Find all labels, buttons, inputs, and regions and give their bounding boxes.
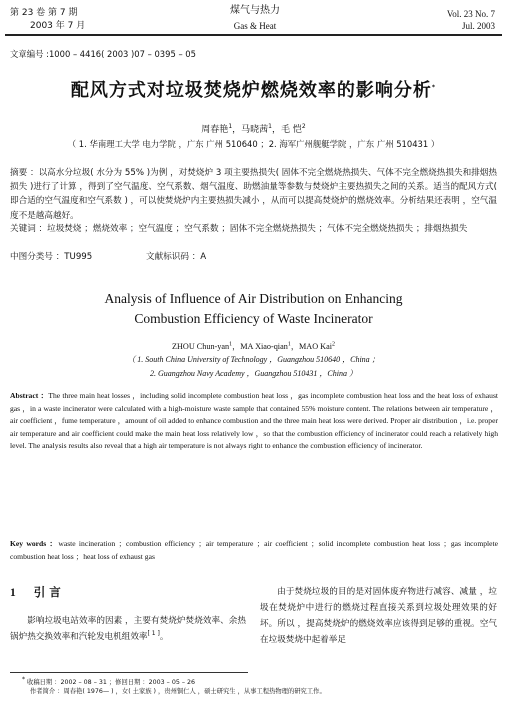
date-en: Jul. 2003 (461, 21, 495, 31)
title-cn: 配风方式对垃圾焚烧炉燃烧效率的影响分析 (70, 80, 432, 101)
affiliation-en-2: 2. Guangzhou Navy Academy ，Guangzhou 510431 ，China ） (150, 369, 357, 378)
keywords-en-text: waste incineration ；combustion efficiency ；air temperature ；air coefficient ；solid incomplete combustion heat loss ；gas incomplete combustion heat loss ；heat loss of exhaust gas (10, 539, 498, 561)
section-title: 引 言 (33, 585, 61, 599)
affiliation-cn: （ 1. 华南理工大学 电力学院 ，广东 广州 510640 ；2. 海军广州舰艇学院 ，广东 广州 510431 ） (67, 139, 440, 149)
author-2-affil-sup: 1 (268, 123, 272, 130)
keywords-en (10, 538, 498, 563)
keywords-cn: 关键词 ：垃圾焚烧 ；燃烧效率 ；空气温度 ；空气系数 ；固体不完全燃烧热损失 ；气体不完全燃烧热损失 ；排烟热损失 (10, 224, 468, 234)
journal-name-cn: 煤气与热力 (230, 5, 280, 16)
keywords-en-label: Key words ： (10, 539, 59, 548)
volume-issue-cn: 第 23 卷 第 7 期 (10, 8, 78, 18)
volume-issue-en: Vol. 23 No. 7 (446, 9, 495, 19)
footnote-received-text: 收稿日期 ：2002 – 08 – 31 ；修回日期 ：2003 – 05 – 26 (27, 679, 195, 686)
journal-name-en: Gas & Heat (233, 21, 277, 31)
author-1-en-sup: 1 (229, 341, 233, 348)
body-left-text: 影响垃圾电站效率的因素 ，主要有焚烧炉焚烧效率、余热锅炉热交换效率和汽轮发电机组效率 (10, 616, 246, 642)
header-rule (5, 34, 502, 36)
footnote-author-bio: 作者简介 ：周春艳( 1976— ) ，女( 土家族 ) ，贵州铜仁人 ，硕士研究生 ，从事工程热物理的研究工作。 (30, 688, 326, 695)
date-cn: 2003 年 7 月 (30, 21, 86, 31)
page-title (0, 76, 507, 102)
author-2-cn: ，马晓茜 (232, 125, 269, 135)
section-heading (10, 584, 61, 600)
article-number: 文章编号 :1000 – 4416( 2003 )07 – 0395 – 05 (10, 49, 196, 59)
author-1-affil-sup: 1 (228, 123, 233, 130)
clc-number: 中图分类号 ：TU995 (10, 252, 93, 262)
abstract-en (10, 390, 498, 453)
author-2-en-sup: 1 (287, 341, 291, 348)
author-3-en: ，MAO Kai (290, 342, 332, 351)
author-1-en: ZHOU Chun-yan (172, 342, 230, 351)
authors-cn (0, 122, 507, 135)
author-3-cn: ，毛 恺 (271, 125, 302, 135)
affiliation-en-1: （ 1. South China University of Technology ，Guangzhou 510640 ，China ； (127, 355, 380, 364)
section-number: 1 (10, 587, 16, 599)
author-3-en-sup: 2 (331, 341, 335, 348)
abstract-cn: 摘要 ：以高水分垃圾( 水分为 55% )为例 ，对焚烧炉 3 项主要热损失( 固体不完全燃烧热损失、气体不完全燃烧热损失和排烟热损失 )进行了计算 ，得到了空气温度、空气系数、烟气温度、助燃油量等参数与焚烧炉主要热损失之间的关系。适当的配风方式( 即合适的空气温度和空气系数 ) ，可以使焚烧炉内主要热损失减小 ，从而可以提高焚烧炉的燃烧效率。分析结果还表明 ，空气温度不是越高越好。 (10, 168, 497, 221)
body-right-column: 由于焚烧垃圾的目的是对固体废弃物进行减容、减量 ，垃圾在焚烧炉中进行的燃烧过程直接关系到垃圾处理效果的好坏。所以 ，提高焚烧炉的燃烧效率应该得到足够的重视。空气在垃圾焚烧中起着举足 (260, 587, 497, 645)
title-en-line-1: Analysis of Influence of Air Distribution on Enhancing (104, 291, 403, 306)
document-code: 文献标识码 ：A (146, 252, 207, 262)
author-3-affil-sup: 2 (301, 123, 306, 130)
title-footnote-mark: * (431, 84, 437, 91)
title-en-line-2: Combustion Efficiency of Waste Incinerator (134, 311, 373, 326)
author-2-en: ，MA Xiao-qian (232, 342, 288, 351)
body-left-column (10, 613, 246, 645)
citation-ref: [ 1 ] (147, 630, 160, 638)
footnote-rule (10, 672, 248, 673)
author-1-cn: 周春艳 (201, 125, 229, 135)
authors-en (0, 341, 507, 352)
footnote-mark: * (22, 675, 25, 683)
footnote-received (22, 675, 195, 687)
abstract-en-label: Abstract ： (10, 391, 49, 400)
body-left-end: 。 (159, 632, 169, 642)
abstract-en-text: The three main heat losses ，including solid incomplete combustion heat loss ，gas incomplete combustion heat loss and the heat loss of exhaust gas ，in a waste incinerator were calculated with a high-moisture waste sample that contained 55% moisture content. The relations between air temperature ，air coefficient ，fume temperature ，amount of oil added to enhance combustion and the three main heat loss were derived. Proper air distribution ，i.e. proper air temperature and air coefficient could make the main heat loss relatively low ，so that the combustion efficiency of incinerator could reach a relatively high level. The analysis results also reveal that a high air temperature is not always right to enhance the combustion efficiency of incinerator. (10, 391, 499, 451)
